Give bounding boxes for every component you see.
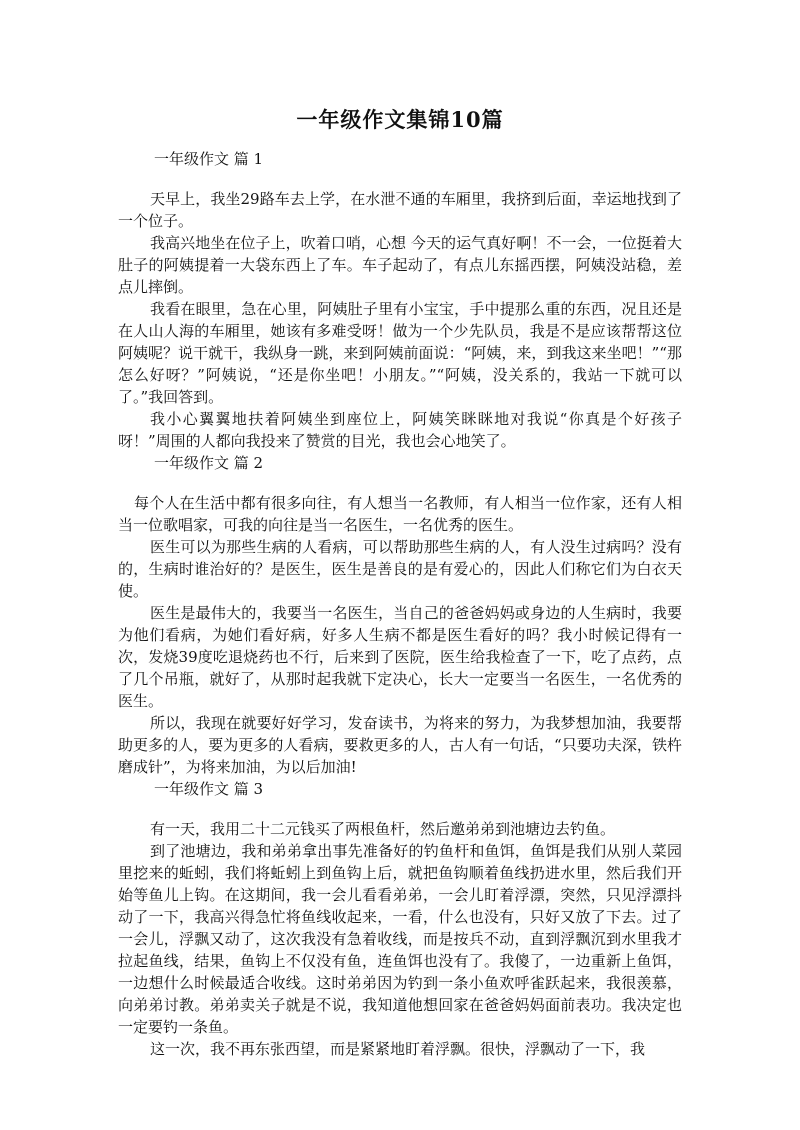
essay-section-2 bbox=[118, 452, 682, 778]
paragraph: 我高兴地坐在位子上，吹着口哨，心想 今天的运气真好啊！不一会，一位挺着大肚子的阿姨提着一大袋东西上了车。车子起动了，有点儿东摇西摆，阿姨没站稳，差点儿摔倒。 bbox=[118, 234, 682, 296]
paragraph: 每个人在生活中都有很多向往，有人想当一名教师，有人相当一位作家，还有人相当一位歌唱家，可我的向往是当一名医生，一名优秀的医生。 bbox=[118, 494, 682, 534]
essay-section-1 bbox=[118, 148, 682, 452]
document-title: 一年级作文集锦10篇 bbox=[296, 107, 504, 132]
paragraph: 有一天，我用二十二元钱买了两根鱼杆，然后邀弟弟到池塘边去钓鱼。 bbox=[150, 820, 616, 838]
section-heading: 一年级作文 篇 2 bbox=[154, 454, 264, 472]
paragraph: 医生是最伟大的，我要当一名医生，当自己的爸爸妈妈或身边的人生病时，我要为他们看病，为她们看好病，好多人生病不都是医生看好的吗？我小时候记得有一次，发烧39度吃退烧药也不行，后来到了医院，医生给我检查了一下，吃了点药，点了几个吊瓶，就好了，从那时起我就下定决心，长大一定要当一名医生，一名优秀的医生。 bbox=[118, 604, 682, 710]
paragraph: 所以，我现在就要好好学习，发奋读书，为将来的努力，为我梦想加油，我要帮助更多的人，要为更多的人看病，要救更多的人，古人有一句话，“只要功夫深，铁杵磨成针”，为将来加油，为以后加油! bbox=[118, 714, 682, 776]
paragraph: 天早上，我坐29路车去上学，在水泄不通的车厢里，我挤到后面，幸运地找到了一个位子。 bbox=[118, 190, 682, 230]
paragraph: 医生可以为那些生病的人看病，可以帮助那些生病的人，有人没生过病吗？没有的，生病时谁治好的？是医生，医生是善良的是有爱心的，因此人们称它们为白衣天使。 bbox=[118, 538, 682, 600]
section-heading: 一年级作文 篇 1 bbox=[154, 150, 264, 168]
essay-section-3 bbox=[118, 778, 682, 1060]
paragraph: 我看在眼里，急在心里，阿姨肚子里有小宝宝，手中提那么重的东西，况且还是在人山人海的车厢里，她该有多难受呀！做为一个少先队员，我是不是应该帮帮这位阿姨呢？说干就干，我纵身一跳，来到阿姨前面说：“阿姨，来，到我这来坐吧！”“那怎么好呀？”阿姨说，“还是你坐吧！小朋友。”“阿姨，没关系的，我站一下就可以了。”我回答到。 bbox=[118, 300, 682, 406]
paragraph: 我小心翼翼地扶着阿姨坐到座位上，阿姨笑眯眯地对我说“你真是个好孩子呀！”周围的人都向我投来了赞赏的目光，我也会心地笑了。 bbox=[118, 410, 682, 450]
section-heading: 一年级作文 篇 3 bbox=[154, 780, 264, 798]
paragraph: 到了池塘边，我和弟弟拿出事先准备好的钓鱼杆和鱼饵，鱼饵是我们从别人菜园里挖来的蚯蚓，我们将蚯蚓上到鱼钩上后，就把鱼钩顺着鱼线扔进水里，然后我们开始等鱼儿上钩。在这期间，我一会儿看看弟弟，一会儿盯着浮漂，突然，只见浮漂抖动了一下，我高兴得急忙将鱼线收起来，一看，什么也没有，只好又放了下去。过了一会儿，浮飘又动了，这次我没有急着收线，而是按兵不动，直到浮飘沉到水里我才拉起鱼线，结果，鱼钩上不仅没有鱼，连鱼饵也没有了。我傻了，一边重新上鱼饵，一边想什么时候最适合收线。这时弟弟因为钓到一条小鱼欢呼雀跃起来，我很羡慕，向弟弟讨教。弟弟卖关子就是不说，我知道他想回家在爸爸妈妈面前表功。我决定也一定要钓一条鱼。 bbox=[118, 842, 682, 1036]
paragraph: 这一次，我不再东张西望，而是紧紧地盯着浮飘。很快，浮飘动了一下，我 bbox=[150, 1040, 646, 1058]
